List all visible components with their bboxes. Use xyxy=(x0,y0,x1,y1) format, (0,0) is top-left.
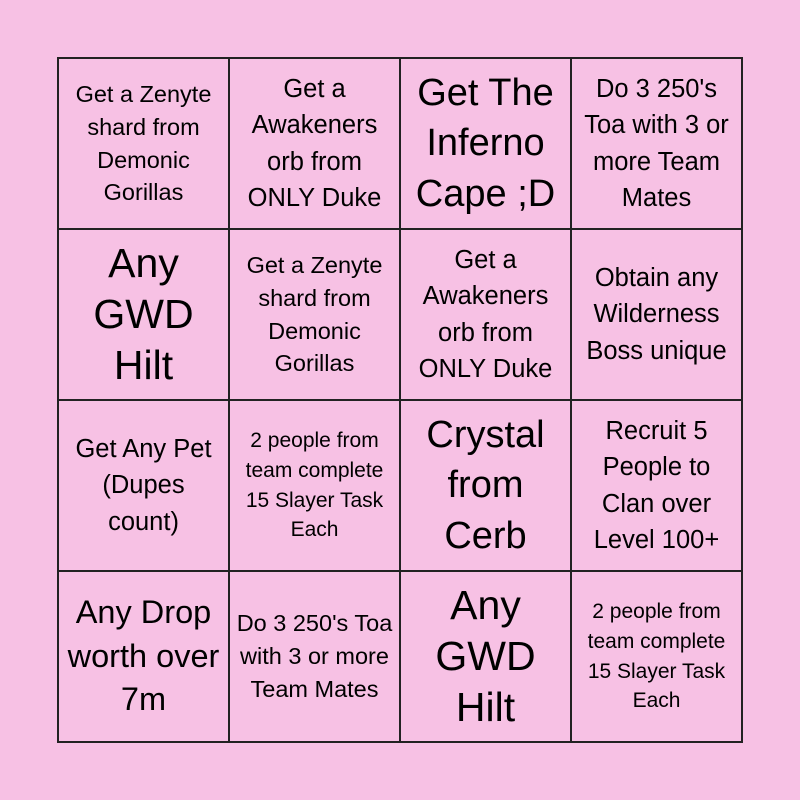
bingo-cell-14[interactable] xyxy=(229,571,400,742)
bingo-cell-label: Get a Awakeners orb from ONLY Duke xyxy=(418,245,553,383)
bingo-cell-5[interactable] xyxy=(58,229,229,400)
bingo-cell-12[interactable] xyxy=(571,400,742,571)
bingo-cell-label: Any GWD Hilt xyxy=(435,582,536,730)
bingo-cell-label: Obtain any Wilderness Boss unique xyxy=(586,263,727,365)
bingo-cell-6[interactable] xyxy=(229,229,400,400)
bingo-cell-16[interactable] xyxy=(571,571,742,742)
bingo-cell-1[interactable] xyxy=(58,58,229,229)
bingo-cell-2[interactable] xyxy=(229,58,400,229)
bingo-cell-3[interactable] xyxy=(400,58,571,229)
bingo-board xyxy=(57,57,743,743)
bingo-cell-label: 2 people from team complete 15 Slayer Task Each xyxy=(587,599,726,713)
bingo-cell-label: Get a Awakeners orb from ONLY Duke xyxy=(247,74,382,212)
bingo-cell-7[interactable] xyxy=(400,229,571,400)
bingo-cell-label: Get a Zenyte shard from Demonic Gorillas xyxy=(75,80,212,206)
bingo-cell-13[interactable] xyxy=(58,571,229,742)
bingo-cell-15[interactable] xyxy=(400,571,571,742)
bingo-cell-label: Do 3 250's Toa with 3 or more Team Mates xyxy=(236,610,393,702)
bingo-cell-label: Get The Inferno Cape ;D xyxy=(415,71,556,215)
bingo-cell-10[interactable] xyxy=(229,400,400,571)
bingo-cell-4[interactable] xyxy=(571,58,742,229)
bingo-cell-label: Any GWD Hilt xyxy=(93,240,194,388)
bingo-cell-label: Get a Zenyte shard from Demonic Gorillas xyxy=(246,251,383,377)
bingo-cell-label: Do 3 250's Toa with 3 or more Team Mates xyxy=(584,74,729,212)
bingo-cell-8[interactable] xyxy=(571,229,742,400)
bingo-cell-9[interactable] xyxy=(58,400,229,571)
bingo-cell-label: Get Any Pet (Dupes count) xyxy=(75,434,212,536)
bingo-cell-label: Crystal from Cerb xyxy=(426,413,545,557)
bingo-cell-label: 2 people from team complete 15 Slayer Task Each xyxy=(245,428,384,542)
bingo-cell-label: Recruit 5 People to Clan over Level 100+ xyxy=(593,416,720,554)
bingo-cell-11[interactable] xyxy=(400,400,571,571)
bingo-cell-label: Any Drop worth over 7m xyxy=(67,594,220,718)
